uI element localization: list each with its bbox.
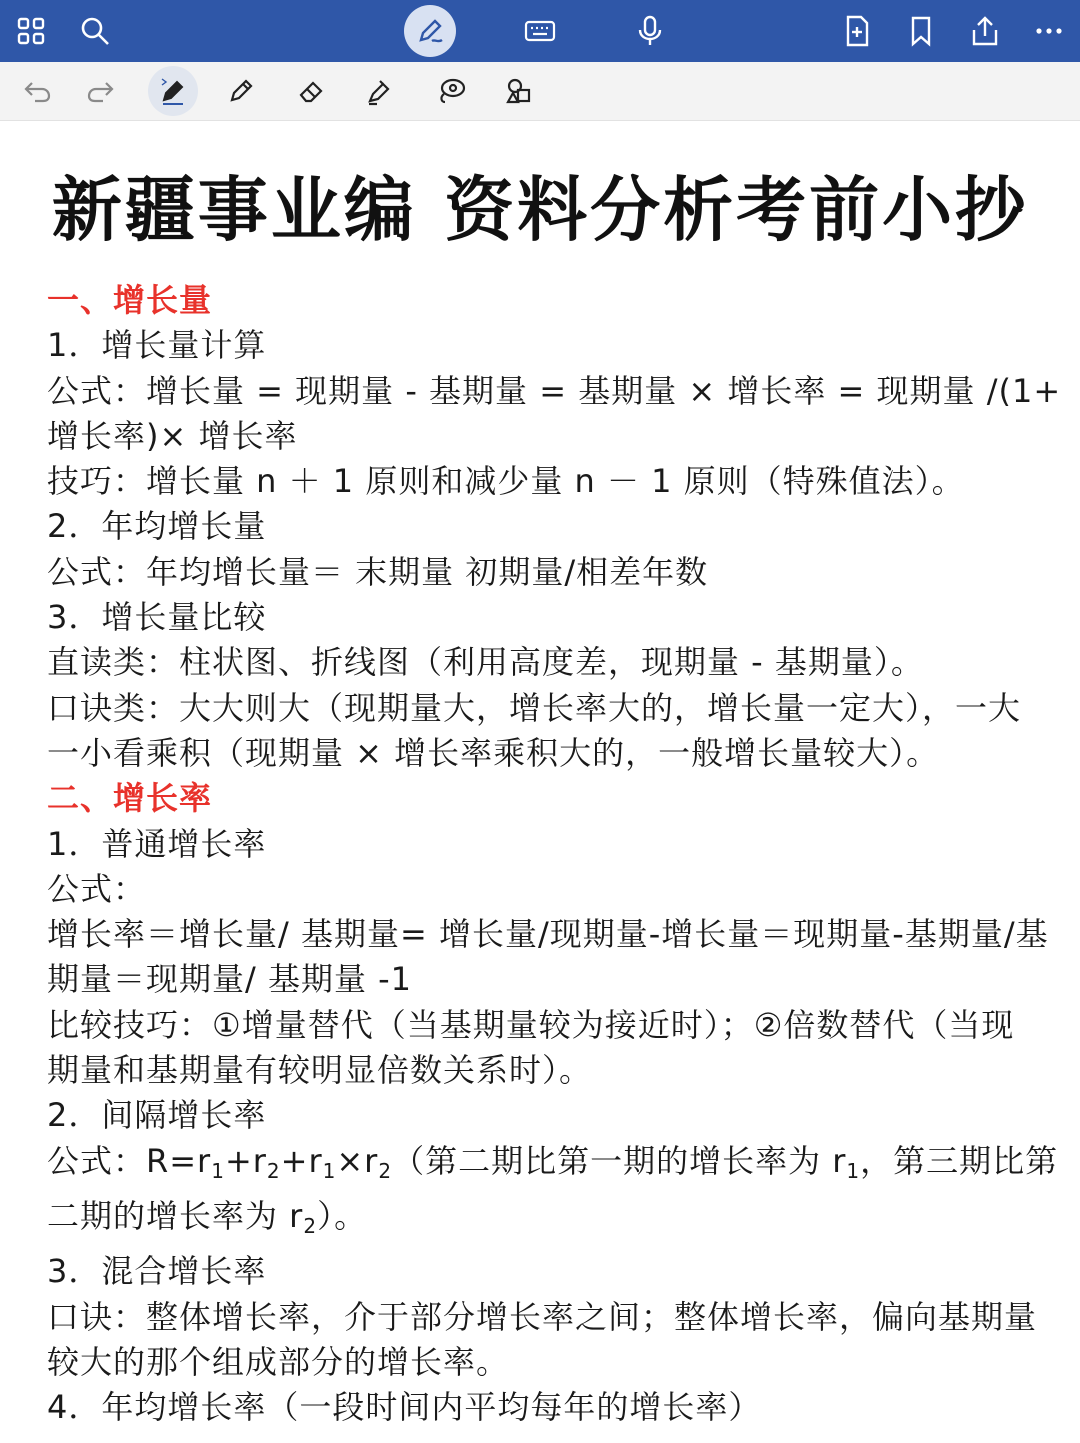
formula-text: 公式：R=r <box>47 1141 212 1180</box>
formula-line <box>47 1194 1037 1249</box>
shapes-icon[interactable] <box>496 68 542 114</box>
subscript: 2 <box>303 1213 318 1238</box>
keyboard-icon[interactable] <box>515 6 565 56</box>
subscript: 1 <box>846 1158 861 1183</box>
formula-text: ，第三期比第 <box>860 1141 1059 1180</box>
formula-text: 二期的增长率为 r <box>47 1196 304 1235</box>
add-page-icon[interactable] <box>832 6 882 56</box>
text-line: 增长率＝增长量/ 基期量= 增长量/现期量-增长量＝现期量-基期量/基 <box>47 915 1049 954</box>
section-heading: 二、增长率 <box>47 779 213 818</box>
formula-line <box>47 1139 1059 1194</box>
undo-icon[interactable] <box>14 68 60 114</box>
formula-text: ×r <box>336 1141 379 1180</box>
redo-icon[interactable] <box>78 68 124 114</box>
bookmark-icon[interactable] <box>896 6 946 56</box>
subscript: 2 <box>378 1158 393 1183</box>
text-line: 口诀类：大大则大（现期量大，增长率大的，增长量一定大），一大 <box>47 688 1022 727</box>
highlighter-icon[interactable] <box>356 68 402 114</box>
text-line: 技巧：增长量 n ＋ 1 原则和减少量 n － 1 原则（特殊值法）。 <box>47 462 965 501</box>
text-line: 1．增长量计算 <box>47 326 267 365</box>
document-page[interactable] <box>0 120 1080 1443</box>
text-line: 公式： <box>47 869 147 908</box>
text-line: 直读类：柱状图、折线图（利用高度差，现期量 - 基期量）。 <box>47 643 924 682</box>
more-icon[interactable] <box>1024 6 1074 56</box>
section-heading: 一、增长量 <box>47 281 213 319</box>
text-line: 3．增长量比较 <box>47 598 267 637</box>
text-line: 1．普通增长率 <box>47 824 267 863</box>
text-line: 2．间隔增长率 <box>47 1096 267 1135</box>
search-icon[interactable] <box>70 6 120 56</box>
formula-text: （第二期比第一期的增长率为 r <box>392 1141 847 1180</box>
subscript: 1 <box>322 1158 337 1183</box>
text-line: 4．年均增长率（一段时间内平均每年的增长率） <box>47 1388 762 1427</box>
text-line: 期量＝现期量/ 基期量 -1 <box>47 960 413 999</box>
grid-icon[interactable] <box>6 6 56 56</box>
formula-text: +r <box>224 1141 267 1180</box>
share-icon[interactable] <box>960 6 1010 56</box>
text-line: 比较技巧：①增量替代（当基期量较为接近时）；②倍数替代（当现 <box>47 1005 1015 1044</box>
pen-mode-icon[interactable] <box>404 5 456 57</box>
text-line: 2．年均增长量 <box>47 507 267 546</box>
lasso-icon[interactable] <box>428 68 474 114</box>
text-line: 口诀：整体增长率，介于部分增长率之间；整体增长率，偏向基期量 <box>47 1297 1038 1336</box>
text-line: 3．混合增长率 <box>47 1252 267 1291</box>
top-app-bar <box>0 0 1080 62</box>
pencil-icon[interactable] <box>218 68 264 114</box>
page-title: 新疆事业编 资料分析考前小抄 <box>51 169 1029 251</box>
formula-text: ）。 <box>317 1196 368 1235</box>
text-line: 公式：增长量 = 现期量 - 基期量 = 基期量 × 增长率 = 现期量 /(1+ <box>47 371 1062 410</box>
subscript: 2 <box>266 1158 281 1183</box>
text-line: 期量和基期量有较明显倍数关系时）。 <box>47 1051 593 1090</box>
text-line: 公式：年均增长量＝ 末期量 初期量/相差年数 <box>47 552 709 591</box>
text-line: 一小看乘积（现期量 × 增长率乘积大的，一般增长量较大）。 <box>47 733 940 772</box>
note-content <box>47 278 1062 1430</box>
text-line: 增长率)× 增长率 <box>47 416 298 455</box>
bluetooth-pen-icon[interactable] <box>148 66 198 116</box>
eraser-icon[interactable] <box>288 68 334 114</box>
microphone-icon[interactable] <box>625 6 675 56</box>
text-line: 较大的那个组成部分的增长率。 <box>47 1342 510 1381</box>
formula-text: +r <box>280 1141 323 1180</box>
drawing-toolbar <box>0 62 1080 121</box>
subscript: 1 <box>211 1158 225 1183</box>
